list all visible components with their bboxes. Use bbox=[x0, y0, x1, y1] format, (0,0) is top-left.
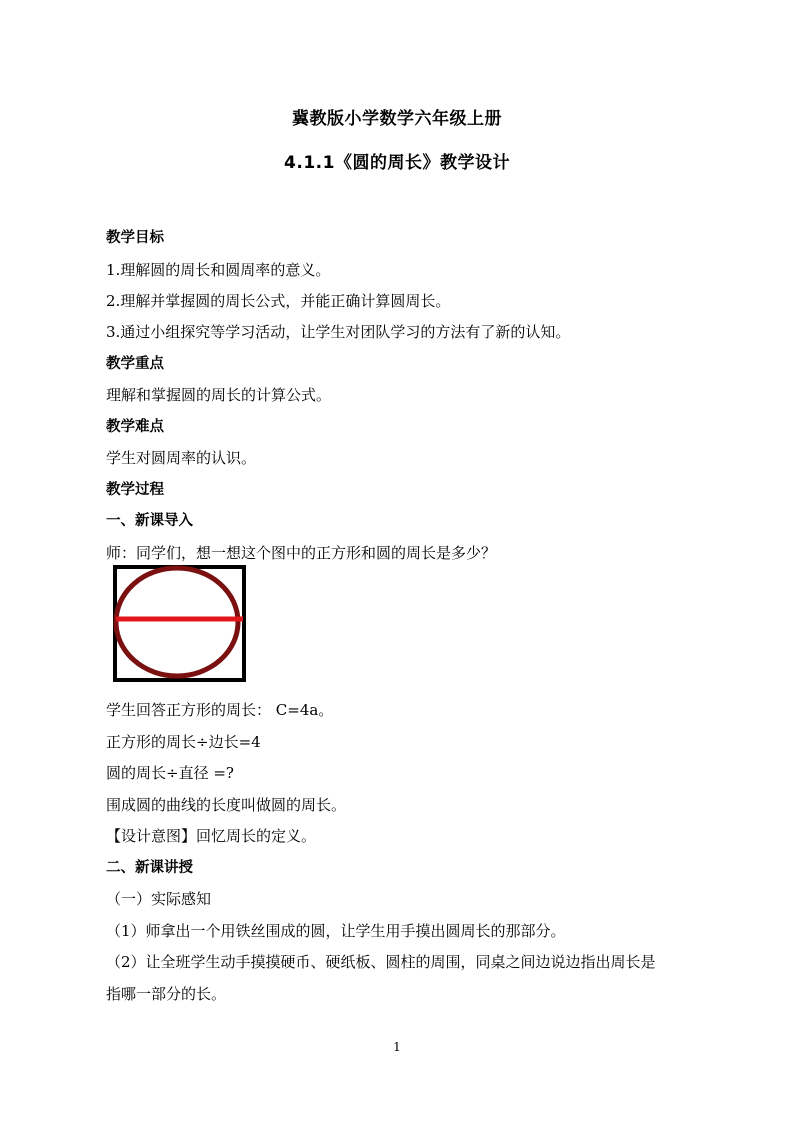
page-number: 1 bbox=[393, 1040, 401, 1054]
square-circle-figure bbox=[113, 565, 246, 682]
process-heading: 教学过程 bbox=[106, 482, 164, 498]
answer-line-1: 学生回答正方形的周长： C=4a。 bbox=[106, 701, 334, 719]
subsection-heading: （一）实际感知 bbox=[106, 890, 212, 908]
definition-line: 围成圆的曲线的长度叫做圆的周长。 bbox=[106, 796, 347, 814]
intro-heading: 一、新课导入 bbox=[106, 513, 193, 529]
circle-shape bbox=[116, 568, 238, 676]
design-intent-line: 【设计意图】回忆周长的定义。 bbox=[106, 827, 317, 845]
objective-item-1: 1.理解圆的周长和圆周率的意义。 bbox=[106, 261, 331, 279]
step-2-line-2: 指哪一部分的长。 bbox=[106, 985, 227, 1003]
intro-question: 师：同学们，想一想这个图中的正方形和圆的周长是多少？ bbox=[106, 544, 497, 562]
key-text: 理解和掌握圆的周长的计算公式。 bbox=[106, 386, 332, 404]
key-heading: 教学重点 bbox=[106, 356, 164, 372]
step-1: （1）师拿出一个用铁丝围成的圆，让学生用手摸出圆周长的那部分。 bbox=[106, 922, 566, 940]
step-2-line-1: （2）让全班学生动手摸摸硬币、硬纸板、圆柱的周围，同桌之间边说边指出周长是 bbox=[106, 953, 656, 971]
objectives-heading: 教学目标 bbox=[106, 230, 164, 246]
difficulty-heading: 教学难点 bbox=[106, 419, 164, 435]
objective-item-2: 2.理解并掌握圆的周长公式，并能正确计算圆周长。 bbox=[106, 292, 451, 310]
new-lesson-heading: 二、新课讲授 bbox=[106, 860, 193, 876]
answer-line-2: 正方形的周长÷边长=4 bbox=[106, 733, 261, 751]
objective-item-3: 3.通过小组探究等学习活动，让学生对团队学习的方法有了新的认知。 bbox=[106, 323, 571, 341]
difficulty-text: 学生对圆周率的认识。 bbox=[106, 449, 257, 467]
document-subtitle: 4.1.1《圆的周长》教学设计 bbox=[284, 153, 510, 173]
document-title: 冀教版小学数学六年级上册 bbox=[292, 109, 502, 129]
answer-line-3: 圆的周长÷直径 =? bbox=[106, 764, 234, 782]
